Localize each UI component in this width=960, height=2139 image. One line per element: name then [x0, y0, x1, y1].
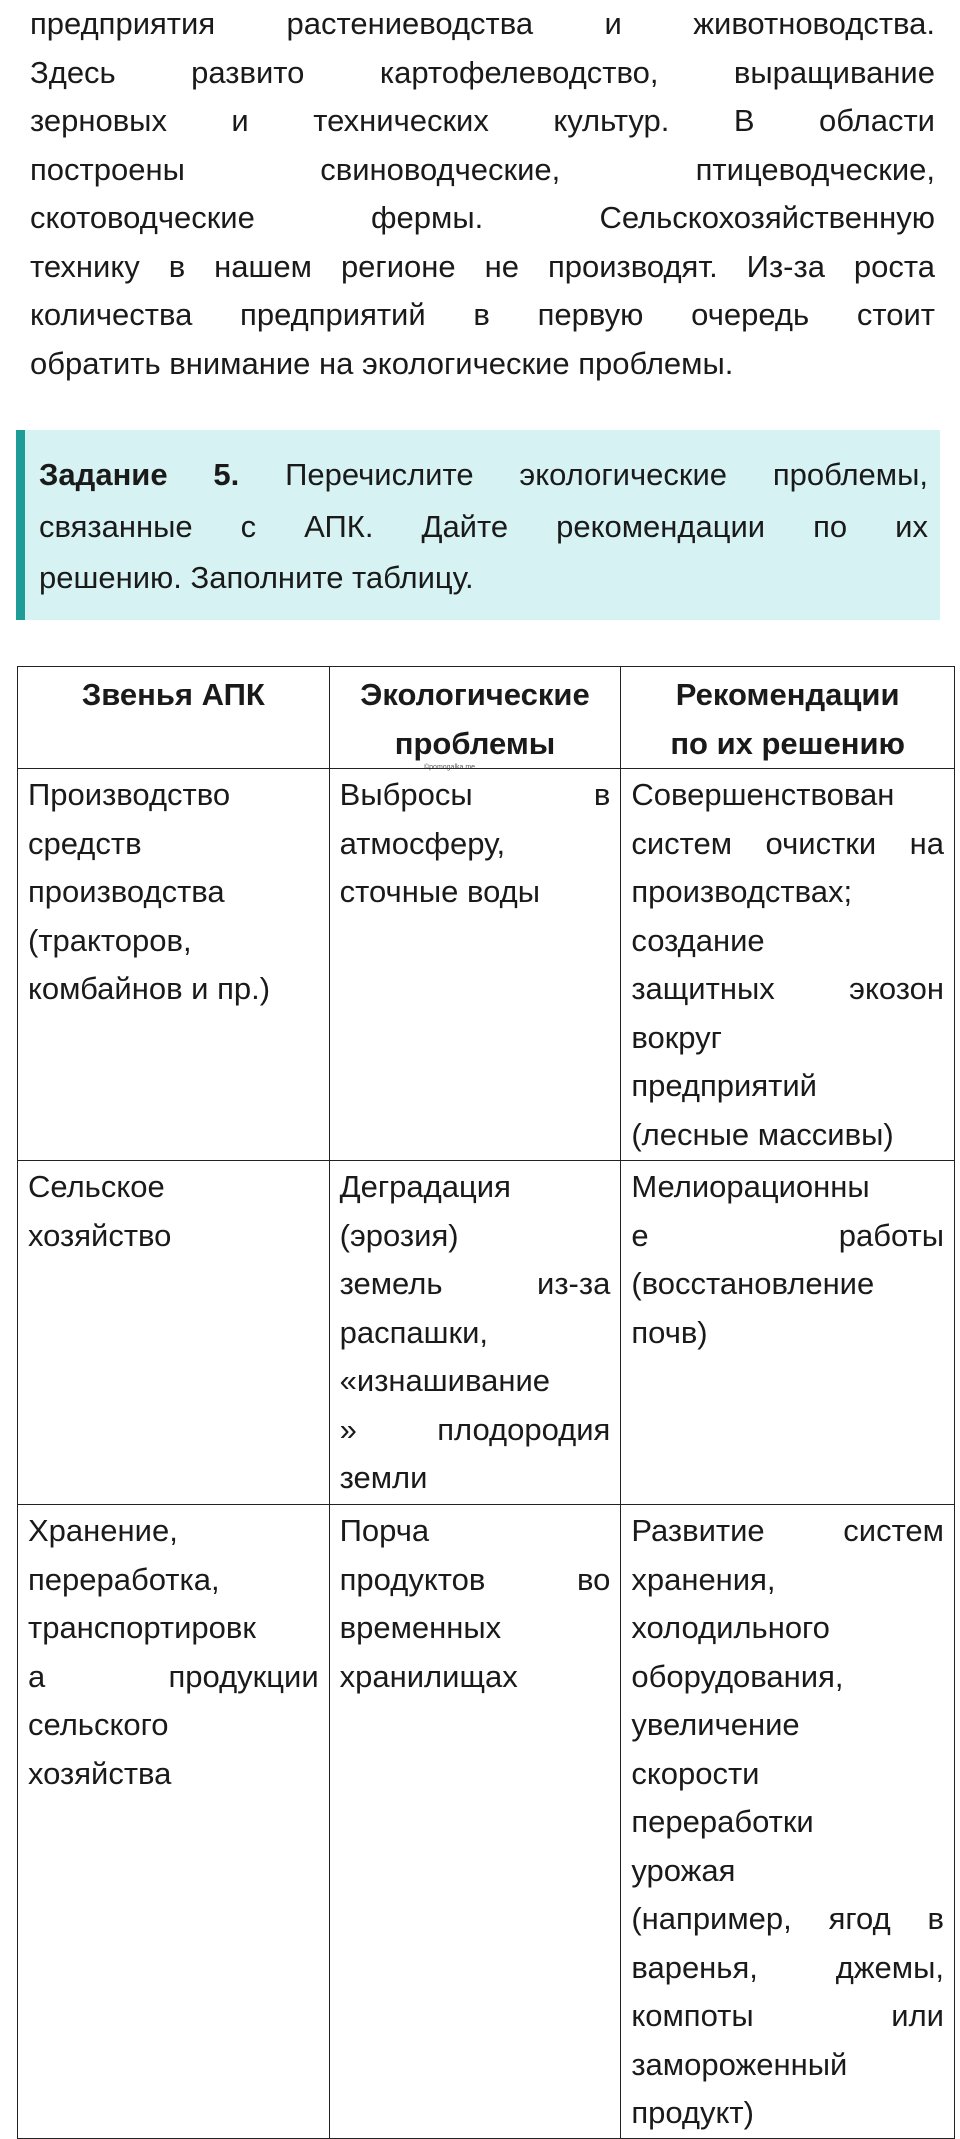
header-label: Экологические: [360, 677, 590, 712]
cell-text-line: хозяйства: [28, 1755, 172, 1791]
cell-text-line: увеличение: [631, 1707, 800, 1742]
cell-text-line: (например, ягод в: [631, 1901, 944, 1936]
cell-text-line: временных: [339, 1610, 502, 1645]
cell-text-line: » плодородия: [339, 1411, 611, 1447]
cell-text-line: продукт): [631, 2095, 754, 2130]
cell-text-line: хранения,: [631, 1561, 776, 1597]
cell-text-line: средств: [28, 825, 142, 861]
watermark-text: ©pomogalka.me: [424, 764, 476, 771]
cell-text-line: переработки: [631, 1804, 814, 1839]
cell-recommendations: [621, 769, 955, 1161]
cell-text-line: Деградация: [339, 1169, 511, 1204]
header-links: [18, 667, 330, 769]
cell-text-line: скорости: [631, 1755, 760, 1791]
cell-link: [18, 1505, 330, 2139]
task-line: решению. Заполните таблицу.: [39, 560, 474, 595]
cell-text-line: Развитие систем: [631, 1513, 944, 1548]
cell-text-line: Мелиорационны: [631, 1169, 870, 1204]
cell-text-line: Хранение,: [28, 1513, 178, 1548]
cell-text-line: Выбросы в: [339, 777, 611, 812]
cell-text-line: а продукции: [28, 1658, 319, 1694]
task-line: связанные с АПК. Дайте рекомендации по их: [39, 508, 928, 544]
intro-line: количества предприятий в первую очередь стоит: [30, 297, 935, 332]
cell-problems: [329, 769, 621, 1161]
cell-text-line: (эрозия): [339, 1217, 459, 1253]
intro-line: технику в нашем регионе не производят. Из-за роста: [30, 248, 935, 284]
intro-line: предприятия растениеводства и животноводства.: [30, 6, 935, 41]
cell-text-line: вокруг: [631, 1019, 722, 1055]
cell-text-line: хозяйство: [28, 1217, 172, 1253]
intro-line: построены свиноводческие, птицеводческие,: [30, 151, 935, 187]
intro-line: зерновых и технических культур. В области: [30, 103, 935, 138]
cell-text-line: производства: [28, 874, 225, 909]
cell-text-line: (лесные массивы): [631, 1116, 894, 1152]
cell-problems: [329, 1505, 621, 2139]
header-label: проблемы: [394, 725, 556, 761]
table-header-row: [18, 667, 955, 769]
task-label: Задание 5.: [39, 457, 240, 492]
intro-line: скотоводческие фермы. Сельскохозяйственную: [30, 200, 935, 235]
table-row: [18, 769, 955, 1161]
cell-text-line: систем очистки на: [631, 825, 944, 861]
cell-recommendations: [621, 1505, 955, 2139]
header-label: Звенья АПК: [81, 677, 265, 712]
cell-text-line: продуктов во: [339, 1561, 611, 1597]
task-text: Перечислите экологические проблемы,: [239, 457, 928, 492]
cell-text-line: компоты или: [631, 1998, 944, 2033]
table-row: [18, 1161, 955, 1505]
cell-text-line: Производство: [28, 777, 231, 812]
cell-text-line: земли: [339, 1460, 428, 1495]
cell-text-line: защитных экозон: [631, 971, 944, 1006]
cell-text-line: Порча: [339, 1513, 430, 1548]
cell-link: [18, 769, 330, 1161]
cell-text-line: варенья, джемы,: [631, 1949, 944, 1985]
cell-text-line: Совершенствован: [631, 777, 895, 812]
task-line: [39, 449, 928, 501]
header-problems: [329, 667, 621, 769]
cell-text-line: (восстановление: [631, 1266, 875, 1301]
intro-paragraph: [30, 0, 935, 388]
cell-text-line: урожая: [631, 1852, 736, 1888]
cell-text-line: сельского: [28, 1707, 169, 1742]
table-row: [18, 1505, 955, 2139]
cell-link: [18, 1161, 330, 1505]
cell-text-line: предприятий: [631, 1068, 817, 1103]
header-recommendations: [621, 667, 955, 769]
cell-text-line: транспортировк: [28, 1610, 256, 1645]
cell-text-line: комбайнов и пр.): [28, 971, 271, 1006]
intro-line: Здесь развито картофелеводство, выращивание: [30, 54, 935, 90]
task-box: [16, 430, 940, 620]
header-label: по их решению: [670, 725, 906, 761]
cell-text-line: атмосферу,: [339, 825, 506, 861]
cell-text-line: почв): [631, 1314, 708, 1350]
cell-text-line: земель из-за: [339, 1266, 611, 1301]
cell-text-line: оборудования,: [631, 1658, 844, 1694]
cell-text-line: хранилищах: [339, 1658, 518, 1694]
cell-text-line: замороженный: [631, 2046, 848, 2082]
cell-problems: [329, 1161, 621, 1505]
apk-table: [17, 666, 955, 2139]
header-label: Рекомендации: [675, 677, 900, 712]
cell-text-line: создание: [631, 922, 765, 958]
cell-text-line: Сельское: [28, 1169, 165, 1204]
cell-text-line: сточные воды: [339, 874, 541, 909]
intro-line: обратить внимание на экологические проблемы.: [30, 345, 734, 381]
cell-text-line: распашки,: [339, 1314, 489, 1350]
cell-text-line: е работы: [631, 1217, 944, 1253]
cell-text-line: (тракторов,: [28, 922, 192, 958]
cell-text-line: переработка,: [28, 1561, 220, 1597]
cell-text-line: холодильного: [631, 1610, 830, 1645]
cell-text-line: «изнашивание: [339, 1363, 550, 1398]
cell-text-line: производствах;: [631, 874, 853, 909]
cell-recommendations: [621, 1161, 955, 1505]
